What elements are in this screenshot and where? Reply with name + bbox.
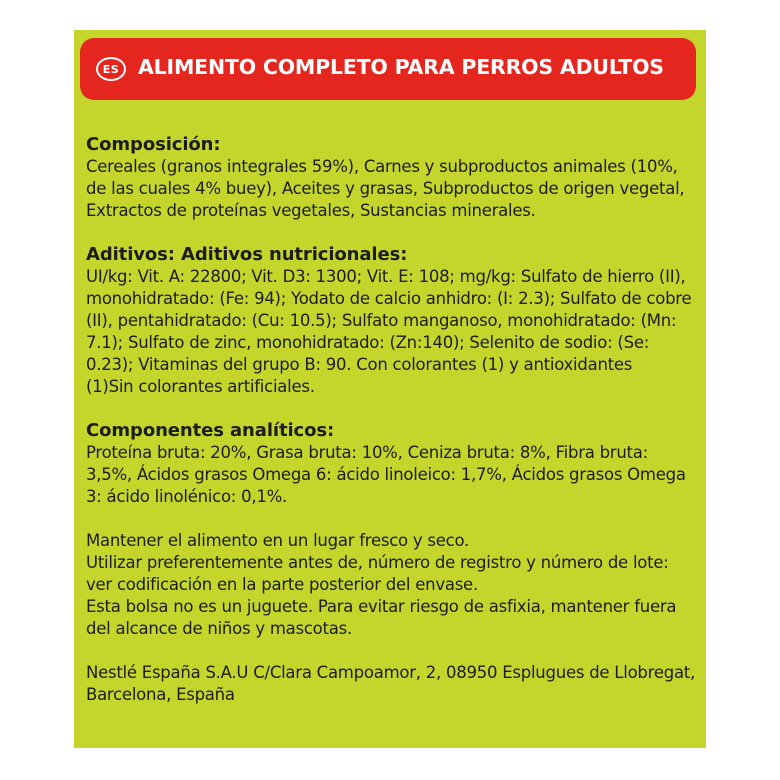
best-before-text: Utilizar preferentemente antes de, número de registro y número de lote: ver codificación en la parte posterior del envase. [86, 553, 669, 594]
additives-text: UI/kg: Vit. A: 22800; Vit. D3: 1300; Vit. E: 108; mg/kg: Sulfato de hierro (II), monohidratado: (Fe: 94); Yodato de calcio anhidro: (I: 2.3); Sulfato de cobre (II), pentahidratado: (Cu: 10.5); Sulfato manganoso, monohidratado: (Mn: 7.1); Sulfato de zinc, monohidratado: (Zn:140); Selenito de sodio: (Se: 0.23); Vitaminas del grupo B: 90. Con colorantes (1) y antioxidantes [86, 267, 692, 374]
storage-text: Mantener el alimento en un lugar fresco y seco. [86, 531, 470, 550]
composition-text: Cereales (granos integrales 59%), Carnes y subproductos animales (10%, de las cuales 4% buey), Aceites y grasas, Subproductos de origen vegetal, Extractos de proteínas vegetales, Sustancias minerales. [86, 157, 685, 220]
analytical-text: Proteína bruta: 20%, Grasa bruta: 10%, Ceniza bruta: 8%, Fibra bruta: 3,5%, Ácidos grasos Omega 6: ácido linoleico: 1,7%, Ácidos grasos Omega 3: ácido linolénico: 0,1%. [86, 443, 686, 506]
composition-section [86, 134, 698, 222]
title-banner [80, 38, 696, 100]
language-badge: ES [96, 57, 126, 81]
label-content [86, 134, 698, 728]
warning-text: Esta bolsa no es un juguete. Para evitar riesgo de asfixia, mantener fuera del alcance de niños y mascotas. [86, 597, 677, 638]
additives-section [86, 244, 698, 398]
instructions-section [86, 530, 698, 640]
additives-note: (1)Sin colorantes artificiales. [86, 377, 315, 396]
composition-heading: Composición: [86, 134, 221, 155]
manufacturer-section [86, 662, 698, 706]
banner-title: ALIMENTO COMPLETO PARA PERROS ADULTOS [138, 55, 664, 79]
additives-heading: Aditivos: Aditivos nutricionales: [86, 244, 408, 265]
manufacturer-address: Nestlé España S.A.U C/Clara Campoamor, 2, 08950 Esplugues de Llobregat, Barcelona, España [86, 663, 696, 704]
analytical-heading: Componentes analíticos: [86, 420, 335, 441]
analytical-section [86, 420, 698, 508]
